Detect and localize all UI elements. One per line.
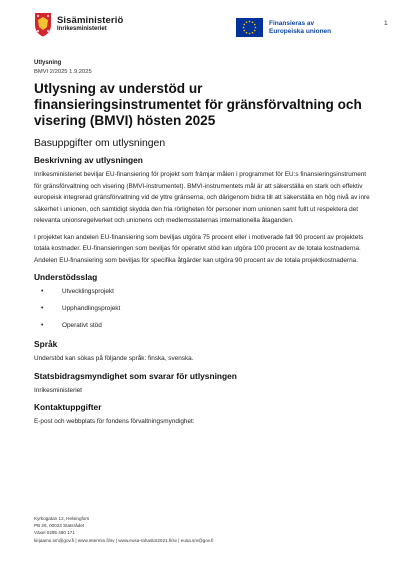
bullet-icon: • [41, 288, 44, 296]
footer-address-line2: PB 26, 00023 Statsrådet [34, 523, 85, 529]
page-number: 1 [384, 20, 388, 27]
document-type: Utlysning [34, 60, 62, 66]
footer-phone: Växel 0295 480 171 [34, 530, 75, 536]
footer-links: kirjaamo.sm@gov.fi | www.intermin.fi/sv | www.eusa-rahastot2021.fi/sv | eusa.sm@gov.fi [34, 537, 214, 543]
ministry-logo [34, 12, 154, 44]
footer-address-line1: Kyrkogatan 12, Helsingfors [34, 516, 90, 521]
contact-heading: Kontaktuppgifter [34, 402, 102, 413]
bullet-icon: • [41, 322, 44, 330]
document-title: Utlysning av understöd ur finansieringsinstrumentet för gränsförvaltning och visering (BMVI) hösten 2025 [34, 80, 362, 128]
support-type-heading: Understödsslag [34, 272, 98, 283]
eu-flag-icon [236, 18, 263, 37]
authority-text: Inrikesministeriet [34, 386, 82, 394]
list-item-label: Utvecklingsprojekt [62, 288, 114, 296]
ministry-name-sv: Inrikesministeriet [57, 26, 107, 32]
eu-funding-line1: Finansieras av [269, 20, 315, 27]
description-paragraph-2: I projektet kan andelen EU-finansiering som beviljas utgöra 75 procent eller i motiverade fall 90 procent av projektets totala kostnader. EU-finansieringen som beviljas för operativt stöd kan utgöra 100 procent av de totala kostnaderna. Andelen EU-finansiering som beviljas för specifika åtgärder kan utgöra 90 procent av de totala projektkostnaderna. [34, 233, 364, 264]
eu-funding-line2: Europeiska unionen [269, 28, 332, 35]
list-item [34, 322, 370, 330]
list-item [34, 288, 370, 296]
language-text: Understöd kan sökas på följande språk: finska, svenska. [34, 355, 194, 363]
list-item [34, 305, 370, 313]
document-reference: BMVI 2/2025 1.9.2025 [34, 68, 92, 75]
document-body [34, 60, 370, 428]
eu-funding-logo [236, 18, 376, 44]
authority-heading: Statsbidragsmyndighet som svarar för utlysningen [34, 370, 237, 381]
language-heading: Språk [34, 339, 58, 350]
support-type-list [34, 288, 370, 330]
description-paragraph-1: Inrikesministeriet beviljar EU-finansiering för projekt som främjar målen i programmet för EU:s finansieringsinstrument för gränsförvaltning och visering (BMVI-instrumentet). BMVI-instrumentets mål är att säkerställa en stark och effektiv europeisk integrerad gränsförvaltning vid de yttre gränserna, och därigenom bidra till att säkerställa en hög nivå av inre säkerhet i unionen, och samtidigt skydda den fria rörligheten för personer inom unionen samt fullt ut respektera det relevanta unionsregelverket och unionens och medlemsstaternas internationella åtaganden. [34, 171, 370, 225]
description-heading: Beskrivning av utlysningen [34, 155, 143, 166]
contact-text: E-post och webbplats för fondens förvaltningsmyndighet: [34, 418, 195, 426]
list-item-label: Upphandlingsprojekt [62, 305, 121, 313]
finnish-coat-of-arms-icon [34, 12, 52, 37]
list-item-label: Operativt stöd [62, 322, 102, 330]
bullet-icon: • [41, 305, 44, 313]
ministry-name: Sisäministeriö [57, 15, 124, 26]
page-footer [34, 515, 374, 544]
basic-info-heading: Basuppgifter om utlysningen [34, 138, 166, 150]
